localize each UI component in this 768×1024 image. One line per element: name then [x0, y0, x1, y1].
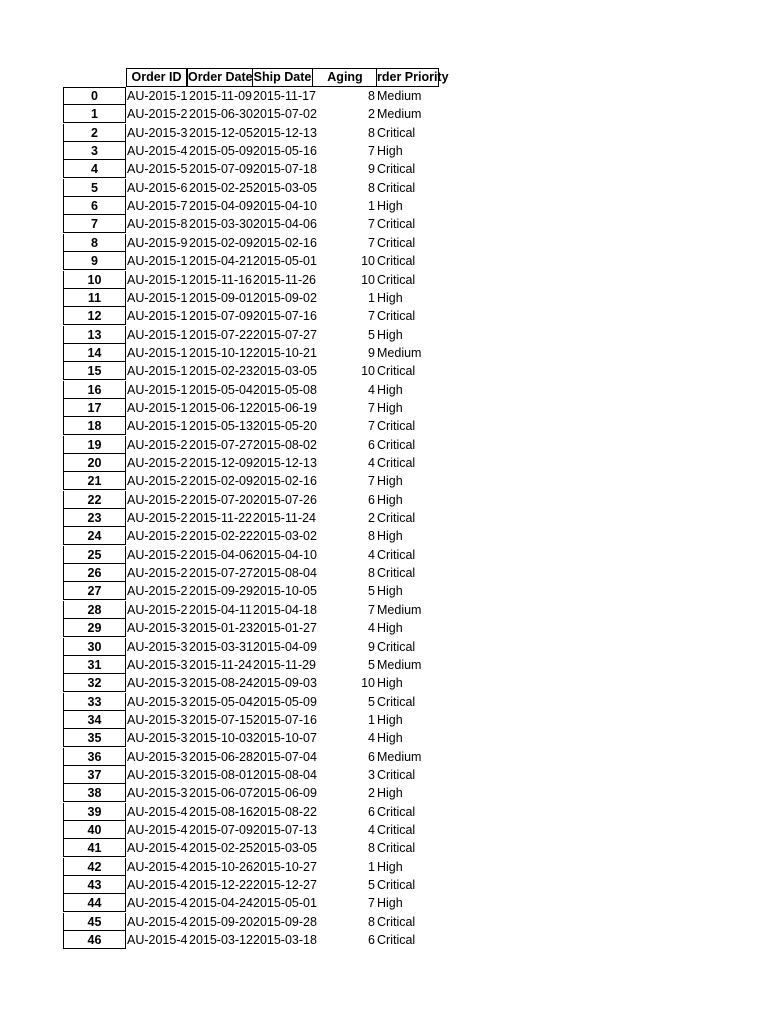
cell-aging: 1 [368, 859, 375, 874]
cell-order-id: AU-2015-3 [127, 767, 188, 782]
row-index: 17 [63, 399, 126, 417]
cell-order-id: AU-2015-1 [127, 400, 188, 415]
cell-order-priority: Medium [377, 107, 422, 122]
cell-ship-date: 2015-08-04 [253, 767, 317, 782]
cell-aging: 10 [361, 254, 375, 269]
cell-order-id: AU-2015-4 [127, 804, 188, 819]
cell-order-priority: Critical [377, 309, 416, 324]
cell-ship-date: 2015-09-02 [253, 290, 317, 305]
cell-aging: 4 [368, 382, 375, 397]
cell-aging: 7 [368, 235, 375, 250]
cell-ship-date: 2015-03-02 [253, 529, 317, 544]
row-index: 42 [63, 858, 126, 876]
cell-order-date: 2015-02-22 [189, 529, 253, 544]
cell-order-id: AU-2015-2 [127, 437, 188, 452]
cell-aging: 5 [368, 327, 375, 342]
header-aging: Aging [313, 68, 377, 87]
row-index: 35 [63, 729, 126, 747]
cell-order-id: AU-2015-2 [127, 584, 188, 599]
row-index: 1 [63, 105, 126, 123]
cell-order-priority: High [377, 731, 403, 746]
cell-aging: 7 [368, 474, 375, 489]
row-index: 14 [63, 344, 126, 362]
cell-order-id: AU-2015-2 [127, 474, 188, 489]
cell-order-id: AU-2015-5 [127, 162, 188, 177]
cell-order-date: 2015-07-27 [189, 566, 253, 581]
row-index: 38 [63, 784, 126, 802]
cell-order-date: 2015-08-24 [189, 676, 253, 691]
row-index: 40 [63, 821, 126, 839]
cell-order-priority: High [377, 400, 403, 415]
cell-aging: 6 [368, 933, 375, 948]
cell-order-date: 2015-04-06 [189, 547, 253, 562]
row-index: 27 [63, 582, 126, 600]
cell-order-date: 2015-07-09 [189, 309, 253, 324]
cell-ship-date: 2015-04-06 [253, 217, 317, 232]
cell-order-id: AU-2015-1 [127, 89, 188, 103]
row-index: 22 [63, 491, 126, 509]
cell-ship-date: 2015-07-02 [253, 107, 317, 122]
cell-aging: 6 [368, 749, 375, 764]
row-index: 32 [63, 674, 126, 692]
cell-aging: 4 [368, 456, 375, 470]
cell-order-date: 2015-07-22 [189, 327, 253, 342]
cell-order-date: 2015-04-09 [189, 199, 253, 214]
cell-order-id: AU-2015-4 [127, 823, 188, 837]
cell-order-date: 2015-07-09 [189, 162, 253, 177]
cell-order-priority: High [377, 676, 403, 691]
cell-ship-date: 2015-09-28 [253, 914, 317, 929]
cell-order-priority: Critical [377, 914, 416, 929]
cell-order-date: 2015-03-31 [189, 639, 253, 654]
cell-order-priority: High [377, 199, 403, 214]
row-index: 5 [63, 179, 126, 197]
cell-order-id: AU-2015-1 [127, 345, 188, 360]
cell-order-date: 2015-02-25 [189, 180, 253, 195]
cell-order-id: AU-2015-3 [127, 749, 188, 764]
cell-order-priority: Medium [377, 749, 422, 764]
cell-order-priority: High [377, 621, 403, 636]
row-index: 30 [63, 638, 126, 656]
cell-aging: 7 [368, 217, 375, 232]
cell-ship-date: 2015-10-21 [253, 345, 317, 360]
cell-order-id: AU-2015-3 [127, 639, 188, 654]
cell-aging: 7 [368, 144, 375, 159]
cell-order-date: 2015-02-09 [189, 235, 253, 250]
cell-order-id: AU-2015-1 [127, 290, 188, 305]
cell-ship-date: 2015-10-05 [253, 584, 317, 599]
cell-ship-date: 2015-07-16 [253, 712, 317, 727]
cell-order-id: AU-2015-1 [127, 382, 188, 397]
cell-order-priority: Critical [377, 419, 416, 434]
cell-order-date: 2015-11-16 [189, 272, 253, 287]
cell-order-priority: Medium [377, 345, 422, 360]
cell-ship-date: 2015-10-27 [253, 859, 317, 874]
cell-ship-date: 2015-07-27 [253, 327, 317, 342]
cell-aging: 9 [368, 639, 375, 654]
cell-order-date: 2015-06-07 [189, 786, 253, 801]
row-index: 24 [63, 527, 126, 545]
cell-order-priority: Critical [377, 933, 416, 948]
row-index: 33 [63, 693, 126, 711]
cell-order-priority: High [377, 144, 403, 159]
cell-order-date: 2015-07-27 [189, 437, 253, 452]
cell-ship-date: 2015-03-05 [253, 364, 317, 379]
cell-aging: 10 [361, 272, 375, 287]
cell-order-priority: High [377, 529, 403, 544]
cell-aging: 8 [368, 89, 375, 103]
cell-order-priority: High [377, 290, 403, 305]
row-index: 34 [63, 711, 126, 729]
cell-ship-date: 2015-06-09 [253, 786, 317, 801]
cell-aging: 7 [368, 419, 375, 434]
cell-order-id: AU-2015-3 [127, 657, 188, 672]
cell-ship-date: 2015-03-05 [253, 841, 317, 856]
cell-aging: 2 [368, 107, 375, 122]
cell-order-priority: Critical [377, 162, 416, 177]
cell-aging: 1 [368, 712, 375, 727]
cell-aging: 9 [368, 162, 375, 177]
cell-order-date: 2015-02-23 [189, 364, 253, 379]
cell-aging: 5 [368, 584, 375, 599]
cell-order-id: AU-2015-3 [127, 731, 188, 746]
cell-ship-date: 2015-05-20 [253, 419, 317, 434]
cell-order-id: AU-2015-2 [127, 107, 188, 122]
cell-ship-date: 2015-10-07 [253, 731, 317, 746]
cell-order-priority: Critical [377, 437, 416, 452]
row-index: 9 [63, 252, 126, 270]
row-index: 4 [63, 160, 126, 178]
cell-order-priority: Critical [377, 235, 416, 250]
cell-ship-date: 2015-12-13 [253, 456, 317, 470]
cell-order-priority: Critical [377, 804, 416, 819]
row-index: 29 [63, 619, 126, 637]
cell-aging: 1 [368, 290, 375, 305]
cell-aging: 8 [368, 841, 375, 856]
cell-order-date: 2015-04-24 [189, 896, 253, 911]
cell-ship-date: 2015-11-24 [253, 511, 317, 526]
cell-ship-date: 2015-02-16 [253, 235, 317, 250]
cell-order-id: AU-2015-3 [127, 621, 188, 636]
cell-order-priority: Critical [377, 456, 416, 470]
cell-ship-date: 2015-01-27 [253, 621, 317, 636]
cell-order-date: 2015-06-12 [189, 400, 253, 415]
cell-order-priority: High [377, 474, 403, 489]
cell-order-priority: Critical [377, 217, 416, 232]
cell-ship-date: 2015-04-09 [253, 639, 317, 654]
cell-aging: 4 [368, 547, 375, 562]
cell-ship-date: 2015-05-01 [253, 896, 317, 911]
cell-order-id: AU-2015-2 [127, 529, 188, 544]
row-index: 41 [63, 839, 126, 857]
cell-order-id: AU-2015-4 [127, 896, 188, 911]
cell-aging: 7 [368, 602, 375, 617]
cell-order-priority: High [377, 712, 403, 727]
cell-aging: 6 [368, 804, 375, 819]
cell-order-priority: High [377, 584, 403, 599]
cell-ship-date: 2015-06-19 [253, 400, 317, 415]
cell-ship-date: 2015-09-03 [253, 676, 317, 691]
cell-ship-date: 2015-03-18 [253, 933, 317, 948]
cell-order-date: 2015-12-05 [189, 125, 253, 140]
cell-ship-date: 2015-03-05 [253, 180, 317, 195]
cell-order-date: 2015-07-09 [189, 823, 253, 837]
cell-aging: 3 [368, 767, 375, 782]
header-ship-date: Ship Date [252, 68, 313, 87]
cell-order-priority: Medium [377, 657, 422, 672]
row-index: 25 [63, 546, 126, 564]
cell-ship-date: 2015-08-04 [253, 566, 317, 581]
cell-order-priority: Critical [377, 547, 416, 562]
cell-order-date: 2015-12-09 [189, 456, 253, 470]
cell-order-priority: Critical [377, 566, 416, 581]
cell-aging: 6 [368, 437, 375, 452]
cell-order-id: AU-2015-3 [127, 125, 188, 140]
cell-order-id: AU-2015-4 [127, 914, 188, 929]
cell-aging: 10 [361, 676, 375, 691]
header-order-date: Order Date [187, 68, 253, 87]
cell-order-id: AU-2015-1 [127, 254, 188, 269]
cell-ship-date: 2015-11-26 [253, 272, 317, 287]
cell-ship-date: 2015-07-16 [253, 309, 317, 324]
cell-order-id: AU-2015-1 [127, 272, 188, 287]
cell-order-date: 2015-06-28 [189, 749, 253, 764]
row-index: 19 [63, 436, 126, 454]
cell-aging: 1 [368, 199, 375, 214]
cell-order-date: 2015-11-09 [189, 89, 253, 103]
row-index: 21 [63, 472, 126, 490]
row-index: 36 [63, 748, 126, 766]
cell-order-date: 2015-09-01 [189, 290, 253, 305]
cell-ship-date: 2015-08-22 [253, 804, 317, 819]
cell-order-priority: Critical [377, 254, 416, 269]
cell-order-date: 2015-02-09 [189, 474, 253, 489]
cell-order-priority: Critical [377, 767, 416, 782]
cell-aging: 8 [368, 914, 375, 929]
cell-ship-date: 2015-05-08 [253, 382, 317, 397]
cell-order-id: AU-2015-4 [127, 144, 188, 159]
cell-aging: 8 [368, 125, 375, 140]
row-index: 13 [63, 326, 126, 344]
cell-order-date: 2015-08-16 [189, 804, 253, 819]
cell-order-date: 2015-09-20 [189, 914, 253, 929]
cell-order-date: 2015-06-30 [189, 107, 253, 122]
row-index: 39 [63, 803, 126, 821]
cell-aging: 6 [368, 492, 375, 507]
row-index: 6 [63, 197, 126, 215]
row-index: 15 [63, 362, 126, 380]
cell-order-priority: High [377, 492, 403, 507]
cell-aging: 8 [368, 566, 375, 581]
cell-ship-date: 2015-11-29 [253, 657, 317, 672]
cell-order-id: AU-2015-1 [127, 327, 188, 342]
cell-ship-date: 2015-04-18 [253, 602, 317, 617]
cell-aging: 8 [368, 180, 375, 195]
cell-order-id: AU-2015-4 [127, 859, 188, 874]
row-index: 7 [63, 215, 126, 233]
cell-aging: 5 [368, 657, 375, 672]
row-index: 10 [63, 271, 126, 289]
cell-order-id: AU-2015-2 [127, 602, 188, 617]
cell-order-id: AU-2015-3 [127, 676, 188, 691]
cell-order-id: AU-2015-2 [127, 547, 188, 562]
cell-order-date: 2015-10-26 [189, 859, 253, 874]
cell-order-date: 2015-03-12 [189, 933, 253, 948]
cell-order-priority: Critical [377, 639, 416, 654]
row-index: 3 [63, 142, 126, 160]
cell-order-date: 2015-01-23 [189, 621, 253, 636]
cell-order-priority: Critical [377, 841, 416, 856]
cell-ship-date: 2015-04-10 [253, 547, 317, 562]
row-index: 28 [63, 601, 126, 619]
row-index: 23 [63, 509, 126, 527]
cell-order-id: AU-2015-8 [127, 217, 188, 232]
cell-order-id: AU-2015-4 [127, 933, 188, 948]
cell-order-id: AU-2015-1 [127, 419, 188, 434]
cell-order-date: 2015-03-30 [189, 217, 253, 232]
cell-order-date: 2015-09-29 [189, 584, 253, 599]
cell-order-priority: Critical [377, 272, 416, 287]
cell-ship-date: 2015-12-27 [253, 878, 317, 893]
cell-order-id: AU-2015-3 [127, 786, 188, 801]
row-index: 37 [63, 766, 126, 784]
cell-aging: 7 [368, 400, 375, 415]
cell-order-date: 2015-11-24 [189, 657, 253, 672]
cell-ship-date: 2015-02-16 [253, 474, 317, 489]
cell-ship-date: 2015-12-13 [253, 125, 317, 140]
cell-order-id: AU-2015-1 [127, 364, 188, 379]
cell-order-date: 2015-10-12 [189, 345, 253, 360]
cell-order-priority: High [377, 896, 403, 911]
cell-aging: 2 [368, 511, 375, 526]
row-index: 44 [63, 894, 126, 912]
cell-order-id: AU-2015-3 [127, 694, 188, 709]
cell-order-date: 2015-10-03 [189, 731, 253, 746]
row-index: 2 [63, 124, 126, 142]
cell-order-date: 2015-05-04 [189, 694, 253, 709]
cell-order-id: AU-2015-7 [127, 199, 188, 214]
cell-ship-date: 2015-07-26 [253, 492, 317, 507]
cell-order-id: AU-2015-2 [127, 492, 188, 507]
cell-order-priority: Critical [377, 878, 416, 893]
cell-order-priority: Critical [377, 823, 416, 837]
row-index: 43 [63, 876, 126, 894]
cell-ship-date: 2015-11-17 [253, 89, 317, 103]
cell-order-id: AU-2015-6 [127, 180, 188, 195]
cell-order-id: AU-2015-2 [127, 456, 188, 470]
header-order-id: Order ID [126, 68, 187, 87]
header-order-priority: rder Priority [376, 68, 439, 87]
row-index: 18 [63, 417, 126, 435]
row-index: 31 [63, 656, 126, 674]
cell-ship-date: 2015-04-10 [253, 199, 317, 214]
row-index: 45 [63, 913, 126, 931]
cell-order-priority: Critical [377, 694, 416, 709]
cell-order-id: AU-2015-2 [127, 566, 188, 581]
cell-order-priority: High [377, 382, 403, 397]
cell-aging: 5 [368, 878, 375, 893]
cell-order-id: AU-2015-9 [127, 235, 188, 250]
cell-ship-date: 2015-05-09 [253, 694, 317, 709]
cell-aging: 7 [368, 896, 375, 911]
cell-aging: 10 [361, 364, 375, 379]
row-index: 11 [63, 289, 126, 307]
row-index: 20 [63, 454, 126, 472]
cell-order-priority: Critical [377, 511, 416, 526]
cell-ship-date: 2015-07-18 [253, 162, 317, 177]
cell-aging: 4 [368, 621, 375, 636]
cell-order-date: 2015-05-04 [189, 382, 253, 397]
cell-order-priority: High [377, 327, 403, 342]
cell-order-date: 2015-05-13 [189, 419, 253, 434]
cell-order-date: 2015-02-25 [189, 841, 253, 856]
row-index: 8 [63, 234, 126, 252]
cell-aging: 7 [368, 309, 375, 324]
cell-ship-date: 2015-07-13 [253, 823, 317, 837]
cell-order-priority: High [377, 859, 403, 874]
cell-aging: 9 [368, 345, 375, 360]
cell-order-id: AU-2015-4 [127, 878, 188, 893]
cell-ship-date: 2015-08-02 [253, 437, 317, 452]
cell-order-date: 2015-04-11 [189, 602, 253, 617]
cell-order-priority: Critical [377, 125, 416, 140]
cell-ship-date: 2015-05-01 [253, 254, 317, 269]
cell-aging: 5 [368, 694, 375, 709]
cell-order-id: AU-2015-3 [127, 712, 188, 727]
cell-order-date: 2015-12-22 [189, 878, 253, 893]
row-index: 16 [63, 381, 126, 399]
cell-order-priority: Critical [377, 364, 416, 379]
cell-order-id: AU-2015-4 [127, 841, 188, 856]
cell-aging: 4 [368, 823, 375, 837]
cell-order-date: 2015-08-01 [189, 767, 253, 782]
cell-ship-date: 2015-07-04 [253, 749, 317, 764]
cell-order-id: AU-2015-1 [127, 309, 188, 324]
cell-order-priority: Medium [377, 89, 422, 103]
cell-order-id: AU-2015-2 [127, 511, 188, 526]
cell-order-date: 2015-11-22 [189, 511, 253, 526]
cell-order-priority: High [377, 786, 403, 801]
cell-order-date: 2015-04-21 [189, 254, 253, 269]
cell-aging: 8 [368, 529, 375, 544]
cell-aging: 2 [368, 786, 375, 801]
row-index: 26 [63, 564, 126, 582]
row-index: 46 [63, 931, 126, 949]
cell-order-date: 2015-07-15 [189, 712, 253, 727]
cell-order-priority: Critical [377, 180, 416, 195]
cell-ship-date: 2015-05-16 [253, 144, 317, 159]
cell-order-date: 2015-05-09 [189, 144, 253, 159]
cell-order-priority: Medium [377, 602, 422, 617]
cell-order-date: 2015-07-20 [189, 492, 253, 507]
cell-aging: 4 [368, 731, 375, 746]
row-index: 12 [63, 307, 126, 325]
row-index: 0 [63, 87, 126, 105]
